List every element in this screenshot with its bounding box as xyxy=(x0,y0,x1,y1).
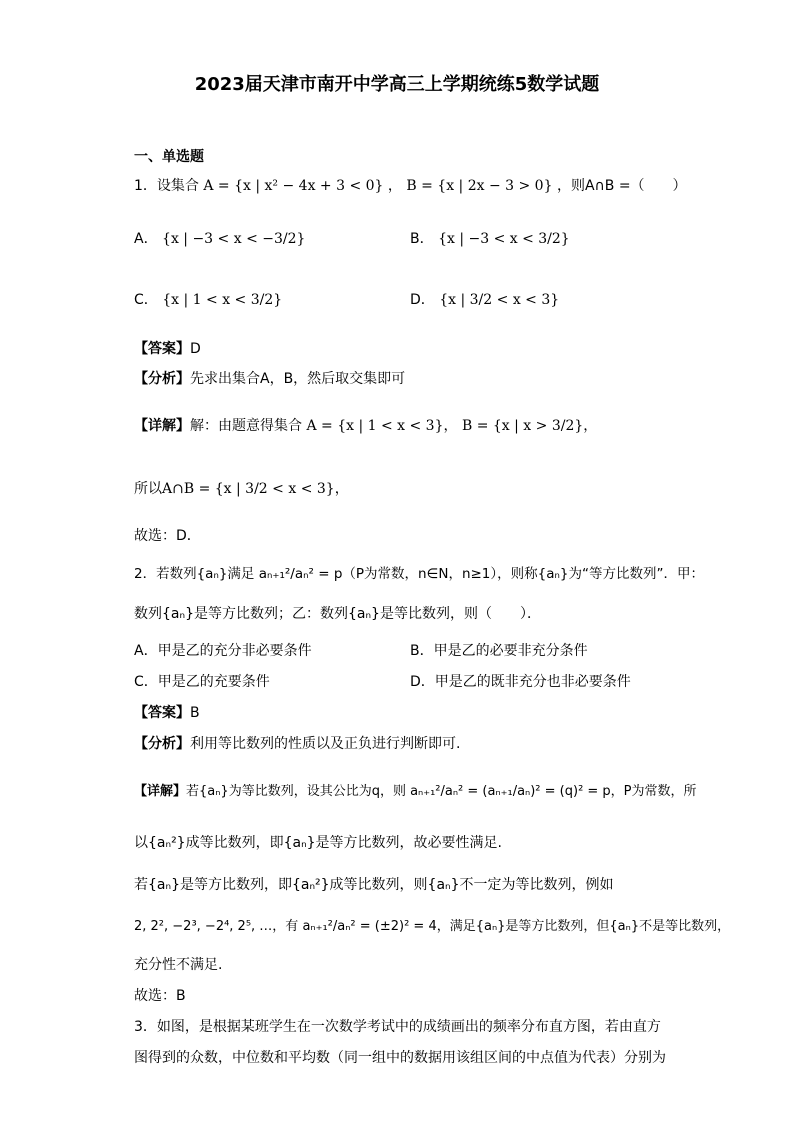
question-3-line1: 3．如图，是根据某班学生在一次数学考试中的成绩画出的频率分布直方图，若由直方 xyxy=(134,1019,661,1035)
q1-option-d-label: D． xyxy=(410,292,435,308)
q1-option-b-label: B． xyxy=(410,231,434,247)
q2-analysis xyxy=(134,733,460,753)
page-title: 2023届天津市南开中学高三上学期统练5数学试题 xyxy=(194,74,600,95)
q1-detail-set-a: A = {x | 1 < x < 3} xyxy=(306,418,444,434)
q1-comma: ， xyxy=(387,178,402,194)
q1-option-d xyxy=(410,289,559,309)
q2-analysis-text: 利用等比数列的性质以及正负进行判断即可. xyxy=(190,736,461,752)
q1-option-d-text: {x | 3/2 < x < 3} xyxy=(439,292,560,308)
q1-detail-text: 解：由题意得集合 xyxy=(190,418,302,434)
q1-analysis xyxy=(134,368,405,388)
q2-detail-line1 xyxy=(134,780,697,799)
q1-option-a xyxy=(134,228,305,248)
q2-detail-line2: 以{aₙ²}成等比数列，即{aₙ}是等方比数列，故必要性满足. xyxy=(134,835,503,851)
question-2-line2: 数列{aₙ}是等方比数列；乙：数列{aₙ}是等比数列，则（ ）． xyxy=(134,606,541,622)
q1-option-a-text: {x | −3 < x < −3/2} xyxy=(162,231,306,247)
q1-option-b xyxy=(410,228,570,248)
q2-detail-tag: 【详解】 xyxy=(134,784,187,799)
question-3-line2: 图得到的众数，中位数和平均数（同一组中的数据用该组区间的中点值为代表）分别为 xyxy=(134,1050,666,1066)
q1-option-c-text: {x | 1 < x < 3/2} xyxy=(162,292,283,308)
q2-option-c: C．甲是乙的充要条件 xyxy=(134,674,270,690)
q2-choose: 故选：B xyxy=(134,988,186,1004)
q1-option-a-label: A． xyxy=(134,231,158,247)
q2-analysis-tag: 【分析】 xyxy=(134,736,190,752)
q1-detail2-expr: A∩B = {x | 3/2 < x < 3} xyxy=(162,481,335,497)
q2-answer-value: B xyxy=(190,705,200,721)
q1-analysis-text: 先求出集合A，B，然后取交集即可 xyxy=(190,371,406,387)
q2-detail-line5: 充分性不满足. xyxy=(134,957,223,973)
q1-ask: ，则A∩B =（ ） xyxy=(556,178,687,194)
question-2-line1: 2．若数列{aₙ}满足 aₙ₊₁²/aₙ² = p（P为常数，n∈N，n≥1），则称{aₙ}为“等方比数列”．甲： xyxy=(134,566,704,582)
q1-answer xyxy=(134,338,201,358)
q1-detail-line2: 所以A∩B = {x | 3/2 < x < 3}， xyxy=(134,481,349,497)
q2-option-d: D．甲是乙的既非充分也非必要条件 xyxy=(410,674,631,690)
section-heading-single-choice: 一、单选题 xyxy=(134,149,204,165)
q1-choose: 故选：D． xyxy=(134,528,201,544)
q1-number: 1．设集合 xyxy=(134,178,199,194)
q1-detail-tag: 【详解】 xyxy=(134,418,190,434)
q1-option-c xyxy=(134,289,282,309)
question-1-stem xyxy=(134,175,687,195)
q1-analysis-tag: 【分析】 xyxy=(134,371,190,387)
q2-detail1-text: 若{aₙ}为等比数列，设其公比为q，则 aₙ₊₁²/aₙ² = (aₙ₊₁/aₙ)² = (q)² = p，P为常数，所 xyxy=(186,784,697,799)
q1-detail-set-b: B = {x | x > 3/2} xyxy=(461,418,584,434)
q1-answer-tag: 【答案】 xyxy=(134,341,190,357)
q1-option-b-text: {x | −3 < x < 3/2} xyxy=(438,231,570,247)
q1-set-a: A = {x | x² − 4x + 3 < 0} xyxy=(203,178,384,194)
q1-detail-line1: 【详解】解：由题意得集合 A = {x | 1 < x < 3}， B = {x | x > 3/2}， xyxy=(134,418,598,434)
q1-option-c-label: C． xyxy=(134,292,158,308)
q1-detail2-text: 所以 xyxy=(134,481,162,497)
q1-answer-value: D xyxy=(190,341,201,357)
q2-answer xyxy=(134,702,200,722)
q2-detail-line4: 2, 2², −2³, −2⁴, 2⁵, …，有 aₙ₊₁²/aₙ² = (±2)² = 4，满足{aₙ}是等方比数列，但{aₙ}不是等比数列， xyxy=(134,919,731,934)
q2-option-b: B．甲是乙的必要非充分条件 xyxy=(410,643,588,659)
q2-option-a: A．甲是乙的充分非必要条件 xyxy=(134,643,312,659)
q1-set-b: B = {x | 2x − 3 > 0} xyxy=(406,178,553,194)
q2-answer-tag: 【答案】 xyxy=(134,705,190,721)
q2-detail-line3: 若{aₙ}是等方比数列，即{aₙ²}成等比数列，则{aₙ}不一定为等比数列，例如 xyxy=(134,877,614,893)
